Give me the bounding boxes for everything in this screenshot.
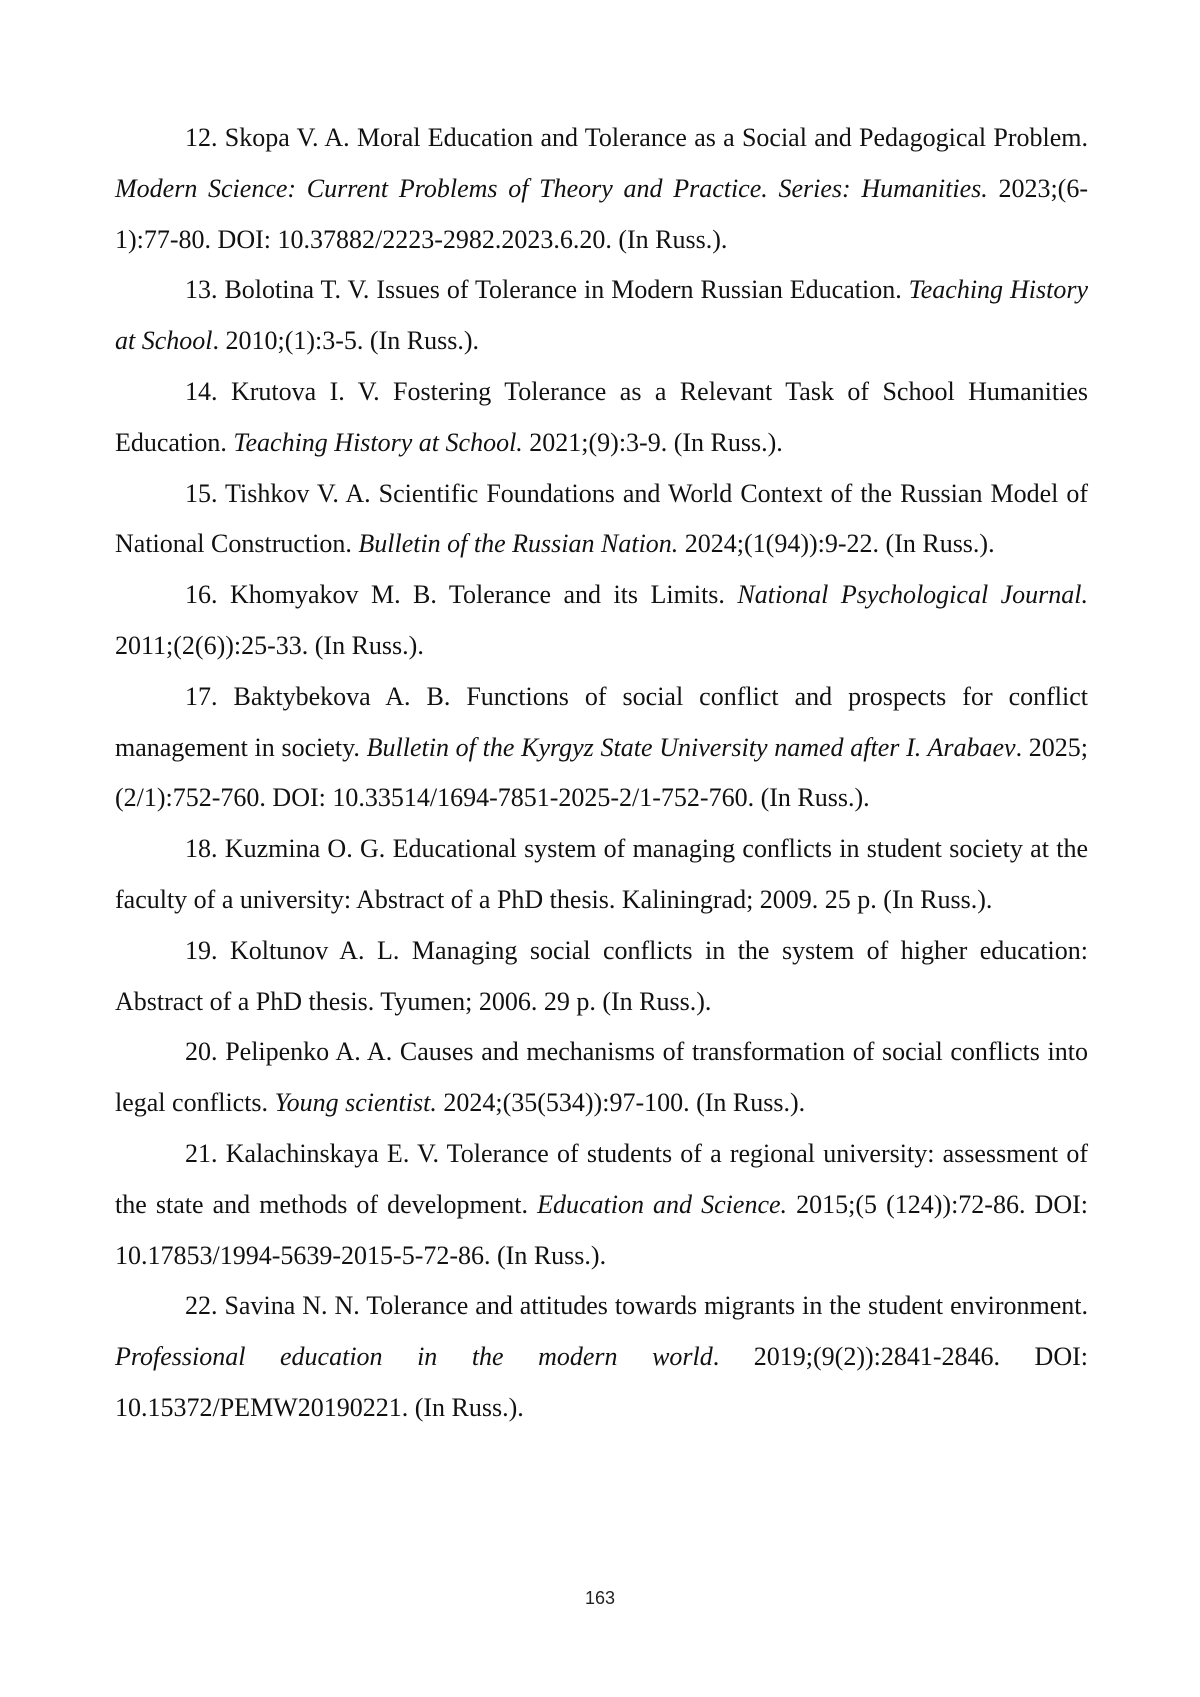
reference-number: 18.	[185, 834, 218, 864]
reference-text: Kuzmina O. G. Educational system of managing conflicts in student society at the faculty of a university: Abstract of a PhD thesis. Kaliningrad; 2009. 25 p. (In Russ.).	[115, 834, 1089, 914]
reference-item	[115, 469, 1088, 571]
reference-journal: Bulletin of the Russian Nation.	[358, 529, 679, 559]
reference-details: . 2010;(1):3-5. (In Russ.).	[212, 326, 479, 356]
reference-details: 2011;(2(6)):25-33. (In Russ.).	[115, 630, 424, 660]
reference-number: 21.	[185, 1138, 218, 1168]
reference-item	[115, 1129, 1088, 1281]
reference-number: 14.	[185, 376, 218, 406]
page-number: 163	[584, 1588, 616, 1608]
reference-number: 20.	[185, 1037, 218, 1067]
reference-item	[115, 265, 1088, 367]
reference-journal: Bulletin of the Kyrgyz State University named after I. Arabaev	[366, 732, 1016, 762]
reference-text: Bolotina T. V. Issues of Tolerance in Modern Russian Education.	[224, 275, 909, 305]
reference-text: Kalachinskaya E. V. Tolerance of students of a regional university: assessment of the state and methods of development.	[115, 1138, 1089, 1219]
reference-text: Baktybekova A. B. Functions of social conflict and prospects for conflict management in society.	[115, 681, 1088, 762]
reference-details: 2021;(9):3-9. (In Russ.).	[522, 427, 783, 457]
reference-journal: Professional education in the modern world	[115, 1342, 713, 1372]
reference-journal: Education and Science.	[537, 1189, 788, 1219]
reference-number: 13.	[185, 275, 218, 305]
reference-details: . 2019;(9(2)):2841-2846. DOI: 10.15372/PEMW20190221. (In Russ.).	[115, 1342, 1088, 1422]
reference-item	[115, 824, 1088, 926]
reference-item	[115, 570, 1088, 672]
reference-journal: National Psychological Journal.	[737, 580, 1089, 610]
reference-number: 19.	[185, 935, 218, 965]
reference-journal: Teaching History at School	[115, 275, 1089, 356]
reference-text: Savina N. N. Tolerance and attitudes towards migrants in the student environment.	[224, 1291, 1088, 1321]
reference-number: 17.	[185, 681, 218, 711]
reference-text: Pelipenko A. A. Causes and mechanisms of transformation of social conflicts into legal conflicts.	[115, 1037, 1089, 1118]
reference-item	[115, 367, 1088, 469]
reference-number: 16.	[185, 580, 218, 610]
reference-text: Tishkov V. A. Scientific Foundations and World Context of the Russian Model of National Construction.	[115, 478, 1088, 559]
reference-details: 2024;(1(94)):9-22. (In Russ.).	[678, 529, 995, 559]
reference-item	[115, 113, 1088, 265]
reference-item	[115, 1281, 1088, 1433]
reference-text: Krutova I. V. Fostering Tolerance as a Relevant Task of School Humanities Education.	[115, 376, 1088, 457]
reference-details: 2024;(35(534)):97-100. (In Russ.).	[436, 1088, 806, 1118]
reference-item	[115, 1027, 1088, 1129]
reference-text: Skopa V. A. Moral Education and Tolerance as a Social and Pedagogical Problem.	[224, 123, 1089, 152]
reference-item	[115, 926, 1088, 1028]
reference-details: . 2025;(2/1):752-760. DOI: 10.33514/1694-7851-2025-2/1-752-760. (In Russ.).	[115, 732, 1088, 813]
reference-number: 15.	[185, 478, 218, 508]
reference-list	[115, 113, 1088, 1434]
reference-number: 12.	[185, 123, 218, 152]
reference-text: Khomyakov M. B. Tolerance and its Limits.	[229, 580, 738, 610]
reference-text: Koltunov A. L. Managing social conflicts in the system of higher education: Abstract of a PhD thesis. Tyumen; 2006. 29 p. (In Russ.).	[115, 935, 1089, 1016]
reference-details: 2015;(5 (124)):72-86. DOI: 10.17853/1994-5639-2015-5-72-86. (In Russ.).	[115, 1189, 1088, 1270]
reference-number: 22.	[185, 1291, 218, 1321]
reference-details: 2023;(6-1):77-80. DOI: 10.37882/2223-2982.2023.6.20. (In Russ.).	[115, 173, 1088, 254]
reference-journal: Teaching History at School.	[233, 427, 523, 457]
reference-journal: Young scientist.	[274, 1088, 437, 1118]
reference-item	[115, 672, 1088, 824]
reference-journal: Modern Science: Current Problems of Theory and Practice. Series: Humanities.	[115, 173, 988, 203]
